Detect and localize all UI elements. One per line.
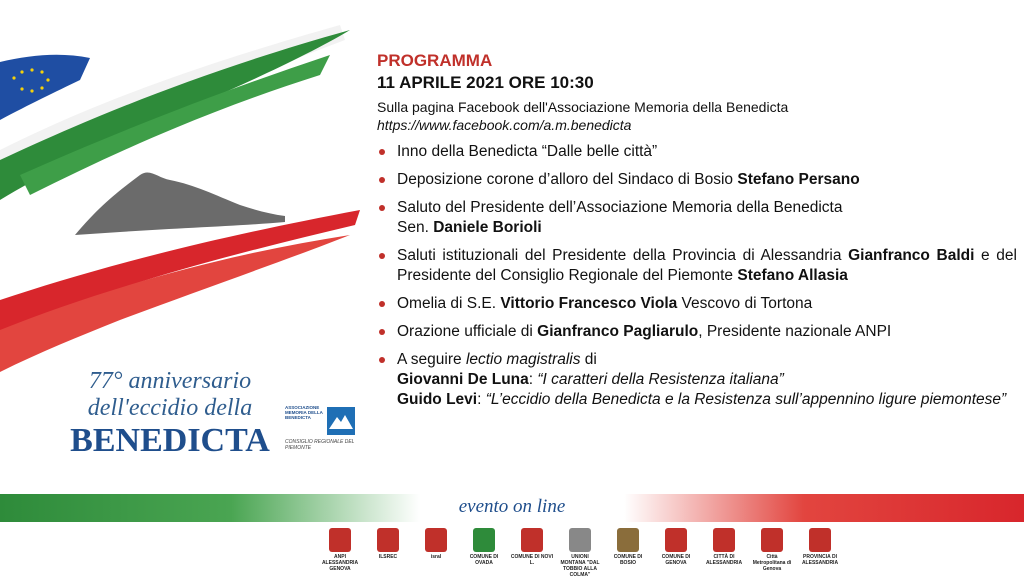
crest-icon [425,528,447,552]
program-item: Inno della Benedicta “Dalle belle città” [377,142,1017,162]
anniversary-title [60,368,280,460]
sponsor-logo [702,528,746,566]
bullet-icon [379,205,385,211]
sponsor-logo-label: PROVINCIA DI ALESSANDRIA [801,554,839,566]
program-item: Omelia di S.E. Vittorio Francesco Viola Vescovo di Tortona [377,294,1017,314]
program-heading: PROGRAMMA [377,51,493,70]
crest-icon [617,528,639,552]
crest-icon [809,528,831,552]
program-item: Saluto del Presidente dell’Associazione Memoria della Benedicta Sen. Daniele Borioli [377,198,1017,238]
crest-icon [377,528,399,552]
crest-icon [761,528,783,552]
program-section [377,50,1017,418]
eu-flag-stroke [0,55,90,120]
sponsor-logo-label: COMUNE DI GENOVA [661,554,691,566]
sponsor-logo-label: UNIONI MONTANA "DAL TOBBIO ALLA COLMA" [560,554,600,578]
sponsor-logo [510,528,554,566]
sponsor-logo-label: ILSREC [378,554,398,560]
sponsor-logos [318,528,848,584]
sponsor-logo-label: Città Metropolitana di Genova [752,554,792,572]
sponsor-logo [318,528,362,572]
program-date: 11 APRILE 2021 ORE 10:30 [377,73,594,92]
association-logo-icon [327,407,355,435]
mountain-silhouette [75,173,285,235]
sponsor-logo [606,528,650,566]
facebook-link[interactable]: https://www.facebook.com/a.m.benedicta [377,117,632,133]
program-item: Saluti istituzionali del Presidente della Provincia di Alessandria Gianfranco Baldi e del Presidente del Consiglio Regionale del Piemonte Stefano Allasia [377,246,1017,286]
sponsor-logo [462,528,506,566]
program-item: Deposizione corone d’alloro del Sindaco di Bosio Stefano Persano [377,170,1017,190]
crest-icon [473,528,495,552]
association-logo [285,405,360,460]
sponsor-logo [654,528,698,566]
event-online-label: evento on line [458,496,566,517]
crest-icon [713,528,735,552]
sponsor-logo [366,528,410,560]
bullet-icon [379,253,385,259]
association-logo-subtitle: CONSIGLIO REGIONALE DEL PIEMONTE [285,439,355,451]
sponsor-logo-label: COMUNE DI OVADA [469,554,499,566]
sponsor-logo [798,528,842,566]
program-list [377,142,1017,410]
program-item: A seguire lectio magistralis di Giovanni De Luna: “I caratteri della Resistenza italiana” Guido Levi: “L’eccidio della Benedicta e la Resistenza sull’appennino ligure piemontese” [377,350,1017,410]
bullet-icon [379,177,385,183]
title-line-3: BENEDICTA [70,422,270,459]
sponsor-logo [750,528,794,572]
sponsor-logo-label: COMUNE DI NOVI L. [510,554,554,566]
bullet-icon [379,301,385,307]
tricolor-artwork [0,0,360,380]
crest-icon [521,528,543,552]
program-item: Orazione ufficiale di Gianfranco Pagliarulo, Presidente nazionale ANPI [377,322,1017,342]
bullet-icon [379,357,385,363]
sponsor-logo-label: ANPI ALESSANDRIA GENOVA [321,554,359,572]
bullet-icon [379,329,385,335]
crest-icon [329,528,351,552]
program-location: Sulla pagina Facebook dell'Associazione Memoria della Benedicta [377,99,789,115]
bullet-icon [379,149,385,155]
title-line-2: dell'eccidio della [87,395,253,421]
sponsor-logo [414,528,458,560]
title-line-1: 77° anniversario [88,368,252,394]
sponsor-logo-label: CITTÀ DI ALESSANDRIA [705,554,743,566]
tricolor-band [0,494,1024,522]
crest-icon [569,528,591,552]
sponsor-logo-label: isral [430,554,442,560]
sponsor-logo-label: COMUNE DI BOSIO [613,554,643,566]
association-logo-text: ASSOCIAZIONE MEMORIA DELLA BENEDICTA [285,405,323,420]
crest-icon [665,528,687,552]
sponsor-logo [558,528,602,578]
